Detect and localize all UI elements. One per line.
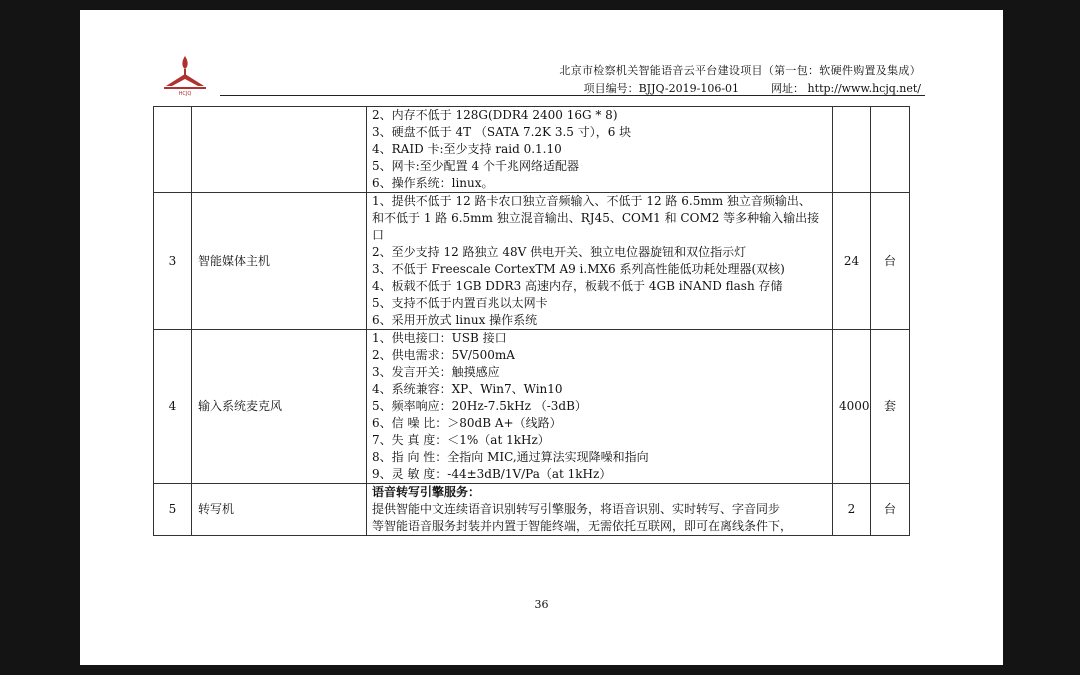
spec-table (153, 106, 910, 536)
item-number: 4 (154, 330, 192, 484)
page-number: 36 (534, 598, 549, 611)
item-quantity (833, 107, 871, 193)
spec-line: 2、内存不低于 128G(DDR4 2400 16G * 8) (372, 108, 618, 122)
spec-line: 和不低于 1 路 6.5mm 独立混音输出、RJ45、COM1 和 COM2 等多种输入输出接 (372, 211, 820, 225)
item-name: 智能媒体主机 (192, 193, 367, 330)
item-unit (871, 107, 910, 193)
website-link[interactable]: 网址： http://www.hcjq.net/ (771, 82, 921, 95)
spec-line: 7、失 真 度：＜1%（at 1kHz） (372, 433, 550, 447)
item-name: 输入系统麦克风 (192, 330, 367, 484)
spec-line: 3、不低于 Freescale CortexTM A9 i.MX6 系列高性能低功耗处理器(双核) (372, 262, 785, 276)
item-number: 5 (154, 484, 192, 536)
spec-line: 2、供电需求：5V/500mA (372, 348, 515, 362)
spec-line: 1、提供不低于 12 路卡农口独立音频输入、不低于 12 路 6.5mm 独立音频输出、 (372, 194, 811, 208)
item-specs (367, 330, 833, 484)
svg-text:HCJQ: HCJQ (178, 91, 192, 97)
table-row (154, 107, 910, 193)
spec-line: 提供智能中文连续语音识别转写引擎服务，将语音识别、实时转写、字音同步 (372, 502, 781, 516)
item-unit: 台 (871, 484, 910, 536)
item-specs (367, 484, 833, 536)
spec-line: 6、操作系统：linux。 (372, 176, 494, 190)
spec-line: 等智能语音服务封装并内置于智能终端，无需依托互联网，即可在离线条件下， (372, 519, 793, 533)
spec-line: 5、网卡:至少配置 4 个千兆网络适配器 (372, 159, 579, 173)
project-info (584, 80, 921, 96)
project-number: 项目编号：BJJQ-2019-106-01 (583, 82, 740, 95)
spec-line: 6、采用开放式 linux 操作系统 (372, 313, 538, 327)
item-name: 转写机 (192, 484, 367, 536)
spec-line: 3、硬盘不低于 4T （SATA 7.2K 3.5 寸），6 块 (372, 125, 632, 139)
document-page (80, 10, 1003, 665)
spec-line: 1、供电接口：USB 接口 (372, 331, 507, 345)
spec-line: 6、信 噪 比：＞80dB A+（线路） (372, 416, 562, 430)
spec-line: 5、频率响应：20Hz-7.5kHz （-3dB） (372, 399, 587, 413)
spec-line: 3、发言开关：触摸感应 (372, 365, 500, 379)
item-unit: 台 (871, 193, 910, 330)
spec-line: 8、指 向 性：全指向 MIC,通过算法实现降噪和指向 (372, 450, 649, 464)
item-number: 3 (154, 193, 192, 330)
spec-line: 4、板载不低于 1GB DDR3 高速内存，板载不低于 4GB iNAND flash 存储 (372, 279, 783, 293)
spec-line: 4、RAID 卡:至少支持 raid 0.1.10 (372, 142, 562, 156)
item-specs (367, 107, 833, 193)
item-quantity: 2 (833, 484, 871, 536)
table-row (154, 193, 910, 330)
spec-line: 2、至少支持 12 路独立 48V 供电开关、独立电位器旋钮和双位指示灯 (372, 245, 747, 259)
item-name (192, 107, 367, 193)
table-row (154, 330, 910, 484)
spec-line: 5、支持不低于内置百兆以太网卡 (372, 296, 548, 310)
header-rule (220, 95, 925, 96)
item-number (154, 107, 192, 193)
table-row (154, 484, 910, 536)
item-unit: 套 (871, 330, 910, 484)
item-specs (367, 193, 833, 330)
company-logo (160, 52, 210, 97)
spec-line: 9、灵 敏 度：-44±3dB/1V/Pa（at 1kHz） (372, 467, 612, 481)
item-quantity: 24 (833, 193, 871, 330)
item-quantity: 4000 (833, 330, 871, 484)
spec-line: 口 (372, 228, 385, 242)
spec-heading: 语音转写引擎服务： (372, 485, 481, 499)
spec-line: 4、系统兼容：XP、Win7、Win10 (372, 382, 563, 396)
project-title: 北京市检察机关智能语音云平台建设项目（第一包：软硬件购置及集成） (559, 64, 921, 77)
